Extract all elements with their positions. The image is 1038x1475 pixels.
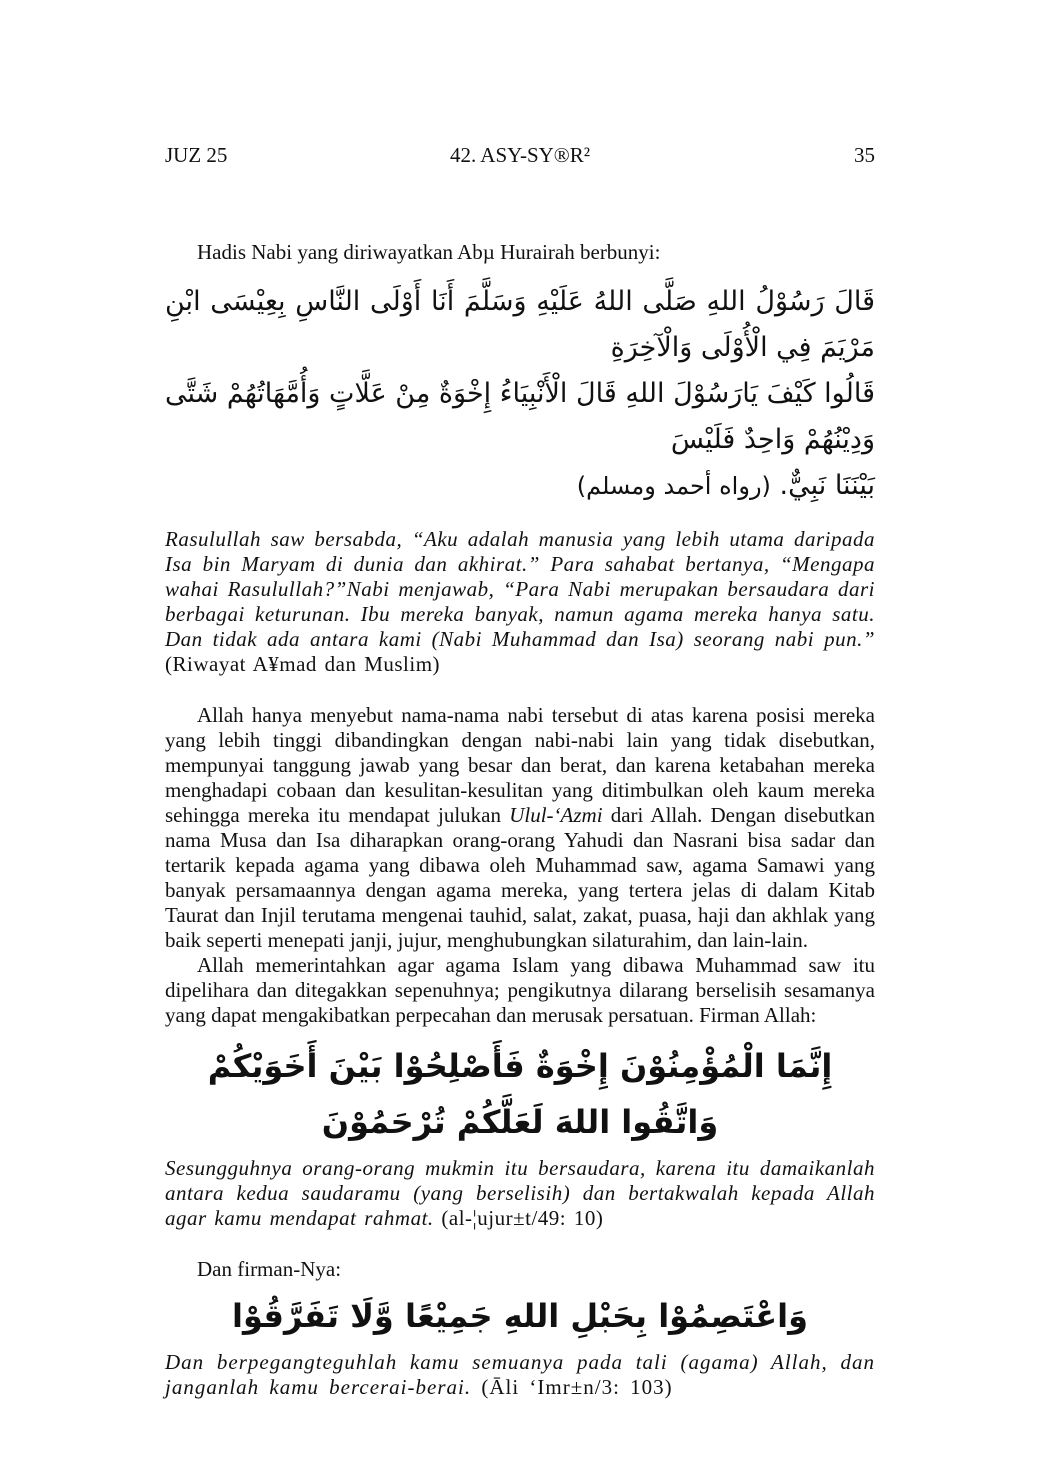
firman-2-intro: Dan firman-Nya: [197, 1257, 342, 1281]
spacer [165, 677, 875, 703]
hadith-arabic-line-2: قَالُوا كَيْفَ يَارَسُوْلَ اللهِ قَالَ الْأَنْبِيَاءُ إِخْوَةٌ مِنْ عَلَّاتٍ وَأُمَّهَاتُهُمْ شَتَّى وَدِيْنُهُمْ وَاحِدٌ فَلَيْسَ [165, 378, 875, 455]
page-content [165, 240, 875, 1400]
page-header [165, 143, 875, 173]
juz-label: JUZ 25 [165, 143, 228, 167]
paragraph-2: Allah memerintahkan agar agama Islam yang dibawa Muhammad saw itu dipelihara dan ditegakkan sepenuhnya; pengikutnya dilarang berselisih sesamanya yang dapat mengakibatkan perpecahan dan merusak persatuan. Firman Allah: [165, 953, 875, 1027]
page-number: 35 [854, 143, 875, 167]
hadith-translation-text: Rasulullah saw bersabda, “Aku adalah manusia yang lebih utama daripada Isa bin Maryam di dunia dan akhirat.” Para sahabat bertanya, “Mengapa wahai Rasulullah?”Nabi menjawab, “Para Nabi merupakan bersaudara dari berbagai keturunan. Ibu mereka banyak, namun agama mereka hanya satu. Dan tidak ada antara kami (Nabi Muhammad dan Isa) seorang nabi pun.” [165, 527, 875, 651]
surah-title: 42. ASY-SY®R² [449, 143, 591, 167]
hadith-translation [165, 527, 875, 677]
hadith-arabic-citation: (رواه أحمد ومسلم) [576, 472, 771, 500]
verse-2-translation [165, 1350, 875, 1400]
ulul-azmi-term: Ulul-‘Azmi [509, 803, 603, 827]
paragraph-1-part-b: dari Allah. Dengan disebutkan nama Musa dan Isa diharapkan orang-orang Yahudi dan Nasrani bisa sadar dan tertarik kepada agama yang dibawa oleh Muhammad saw, agama Samawi yang banyak persamaannya dengan agama mereka, yang tertera jelas di dalam Kitab Taurat dan Injil terutama mengenai tauhid, salat, zakat, puasa, haji dan akhlak yang baik seperti menepati janji, jujur, menghubungkan silaturahim, dan lain-lain. [165, 803, 875, 952]
hadith-citation: (Riwayat A¥mad dan Muslim) [165, 652, 441, 676]
hadith-arabic [165, 279, 875, 509]
verse-1-translation [165, 1156, 875, 1231]
verse-1-arabic: إِنَّمَا الْمُؤْمِنُوْنَ إِخْوَةٌ فَأَصْلِحُوْا بَيْنَ أَخَوَيْكُمْ وَاتَّقُوا اللهَ لَعَلَّكُمْ تُرْحَمُوْنَ [207, 1047, 833, 1141]
paragraph-1 [165, 703, 875, 953]
hadith-arabic-line-1: قَالَ رَسُوْلُ اللهِ صَلَّى اللهُ عَلَيْهِ وَسَلَّمَ أَنَا أَوْلَى النَّاسِ بِعِيْسَى ابْنِ مَرْيَمَ فِي الْأُوْلَى وَالْآخِرَةِ [165, 286, 875, 363]
verse-2-reference: (Āli ‘Imr±n/3: 103) [481, 1375, 673, 1399]
verse-2-arabic: وَاعْتَصِمُوْا بِحَبْلِ اللهِ جَمِيْعًا وَّلَا تَفَرَّقُوْا [232, 1297, 808, 1335]
verse-2-translation-text: Dan berpegangteguhlah kamu semuanya pada tali (agama) Allah, dan janganlah kamu bercerai-berai. [165, 1350, 875, 1399]
spacer [165, 1231, 875, 1257]
paragraph-1-part-a: Allah hanya menyebut nama-nama nabi tersebut di atas karena posisi mereka yang lebih tinggi dibandingkan dengan nabi-nabi lain yang tidak disebutkan, mempunyai tanggung jawab yang besar dan berat, dan karena ketabahan mereka menghadapi cobaan dan kesulitan-kesulitan yang ditimbulkan oleh kaum mereka sehingga mereka itu mendapat julukan [165, 703, 875, 827]
hadith-arabic-line-3 [165, 463, 875, 509]
hadith-arabic-line-3-text: بَيْنَنَا نَبِيٌّ. [779, 470, 875, 501]
hadith-intro: Hadis Nabi yang diriwayatkan Abµ Hurairah berbunyi: [197, 240, 661, 264]
verse-1-reference: (al-¦ujur±t/49: 10) [441, 1206, 604, 1230]
verse-1-translation-text: Sesungguhnya orang-orang mukmin itu bersaudara, karena itu damaikanlah antara kedua saudaramu (yang berselisih) dan bertakwalah kepada Allah agar kamu mendapat rahmat. [165, 1156, 875, 1230]
